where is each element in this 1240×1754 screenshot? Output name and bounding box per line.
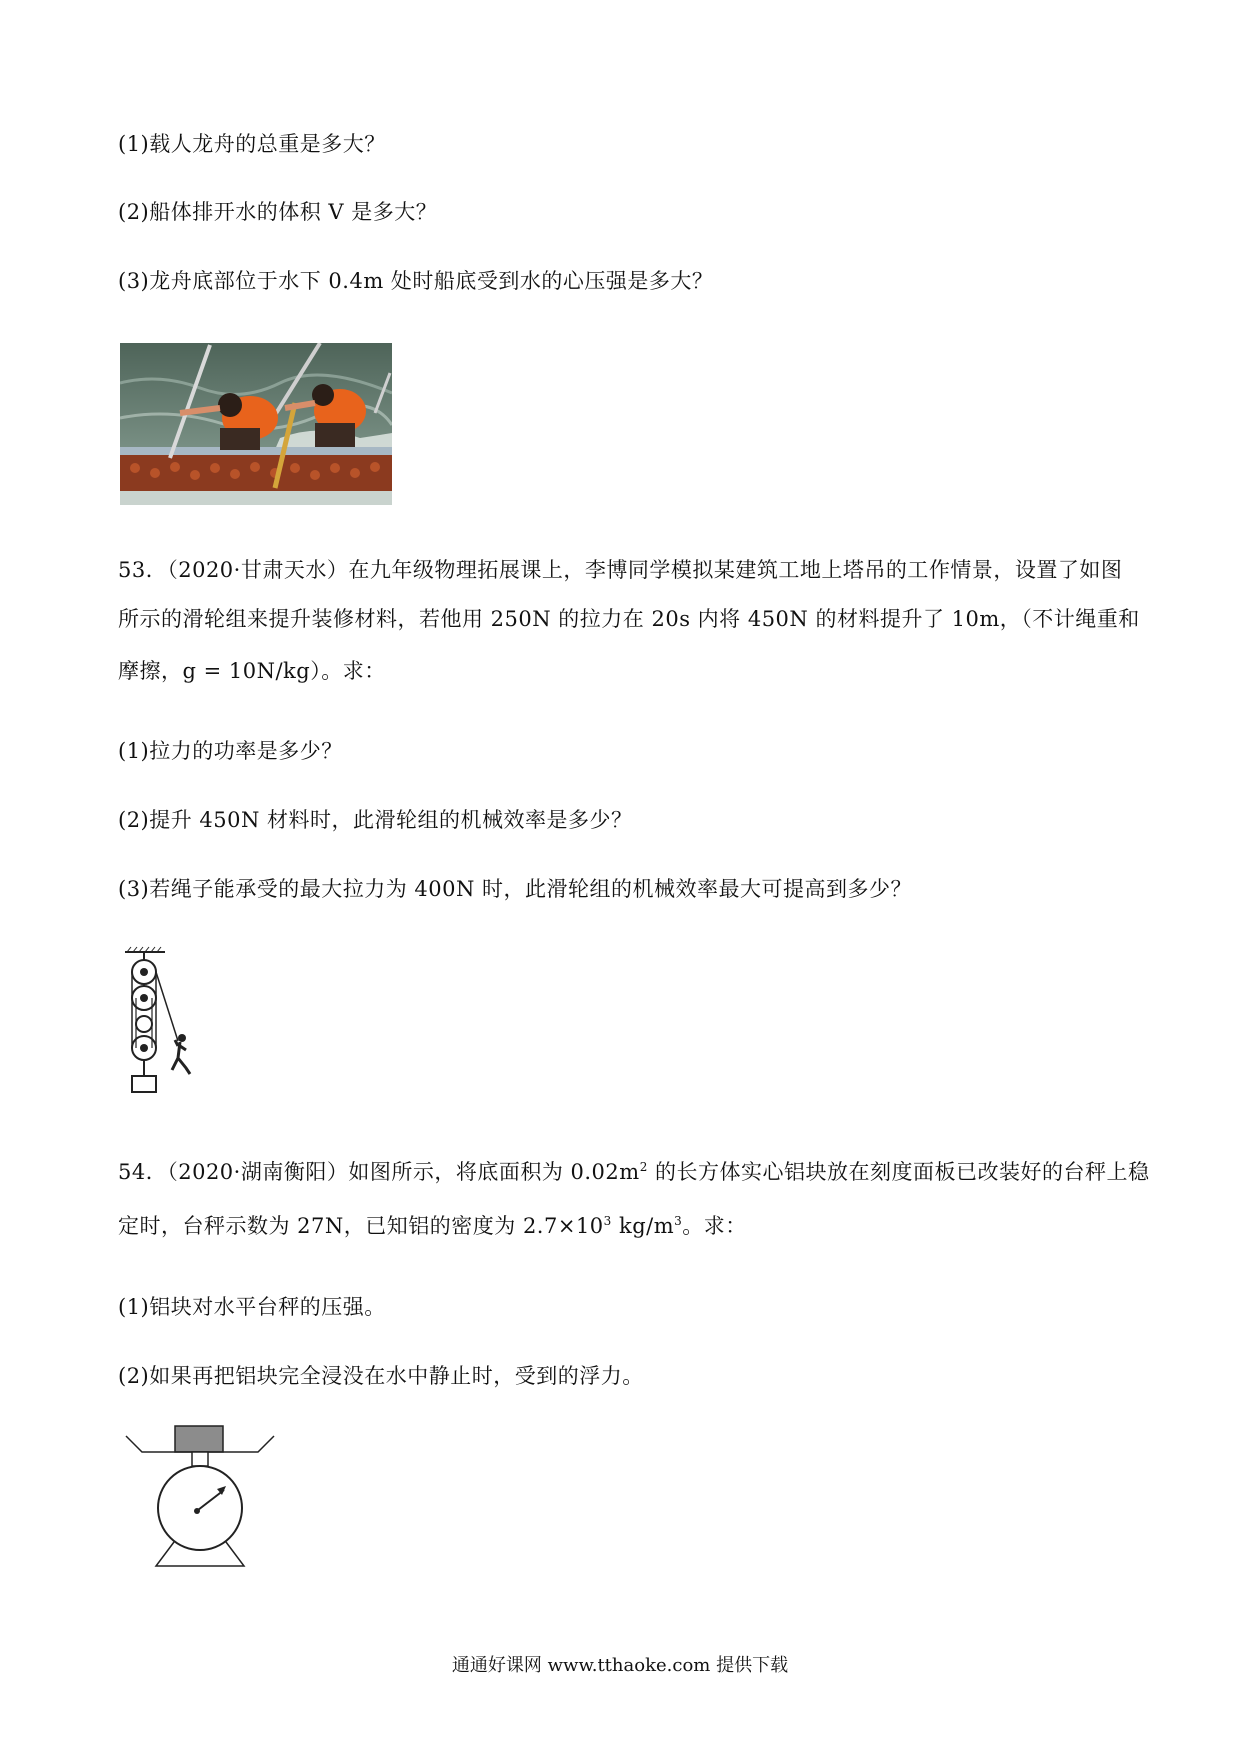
q54-line1-text-b: 的长方体实心铝块放在刻度面板已改装好的台秤上稳 [647, 1160, 1150, 1184]
q54-line2-text-a: 定时，台秤示数为 27N，已知铝的密度为 2.7×10 [118, 1214, 604, 1238]
q53-part-2: (2)提升 450N 材料时，此滑轮组的机械效率是多少？ [118, 808, 633, 832]
q54-part-1: (1)铝块对水平台秤的压强。 [118, 1295, 386, 1319]
q54-line2-text-b: kg/m [611, 1214, 675, 1238]
q53-part-1: (1)拉力的功率是多少？ [118, 739, 343, 763]
q54-line1-superscript: 2 [639, 1160, 648, 1174]
q54-stem-line2 [118, 1212, 747, 1240]
q52-part-3: (3)龙舟底部位于水下 0.4m 处时船底受到水的心压强是多大？ [118, 269, 714, 293]
dragon-boat-photo [120, 343, 392, 505]
q54-line2-superscript-2: 3 [674, 1214, 683, 1228]
q53-stem-line2: 所示的滑轮组来提升装修材料，若他用 250N 的拉力在 20s 内将 450N 的材料提升了 10m，（不计绳重和 [118, 607, 1140, 631]
pulley-system-diagram [120, 946, 210, 1106]
q54-line2-superscript-1: 3 [603, 1214, 612, 1228]
q53-stem-line1: 53．（2020·甘肃天水）在九年级物理拓展课上，李博同学模拟某建筑工地上塔吊的工作情景，设置了如图 [118, 558, 1123, 582]
q54-line2-text-c: 。求： [682, 1214, 747, 1238]
q53-stem-line3: 摩擦，g = 10N/kg）。求： [118, 659, 386, 683]
q52-part-1: (1)载人龙舟的总重是多大？ [118, 132, 386, 156]
q52-part-2: (2)船体排开水的体积 V 是多大？ [118, 200, 438, 224]
q54-part-2: (2)如果再把铝块完全浸没在水中静止时，受到的浮力。 [118, 1364, 644, 1388]
q54-line1-text-a: 54．（2020·湖南衡阳）如图所示，将底面积为 0.02m [118, 1160, 640, 1184]
platform-scale-diagram [120, 1420, 280, 1570]
q53-part-3: (3)若绳子能承受的最大拉力为 400N 时，此滑轮组的机械效率最大可提高到多少？ [118, 877, 913, 901]
page-footer: 通通好课网 www.tthaoke.com 提供下载 [451, 1655, 789, 1676]
q54-stem-line1 [118, 1158, 1150, 1186]
